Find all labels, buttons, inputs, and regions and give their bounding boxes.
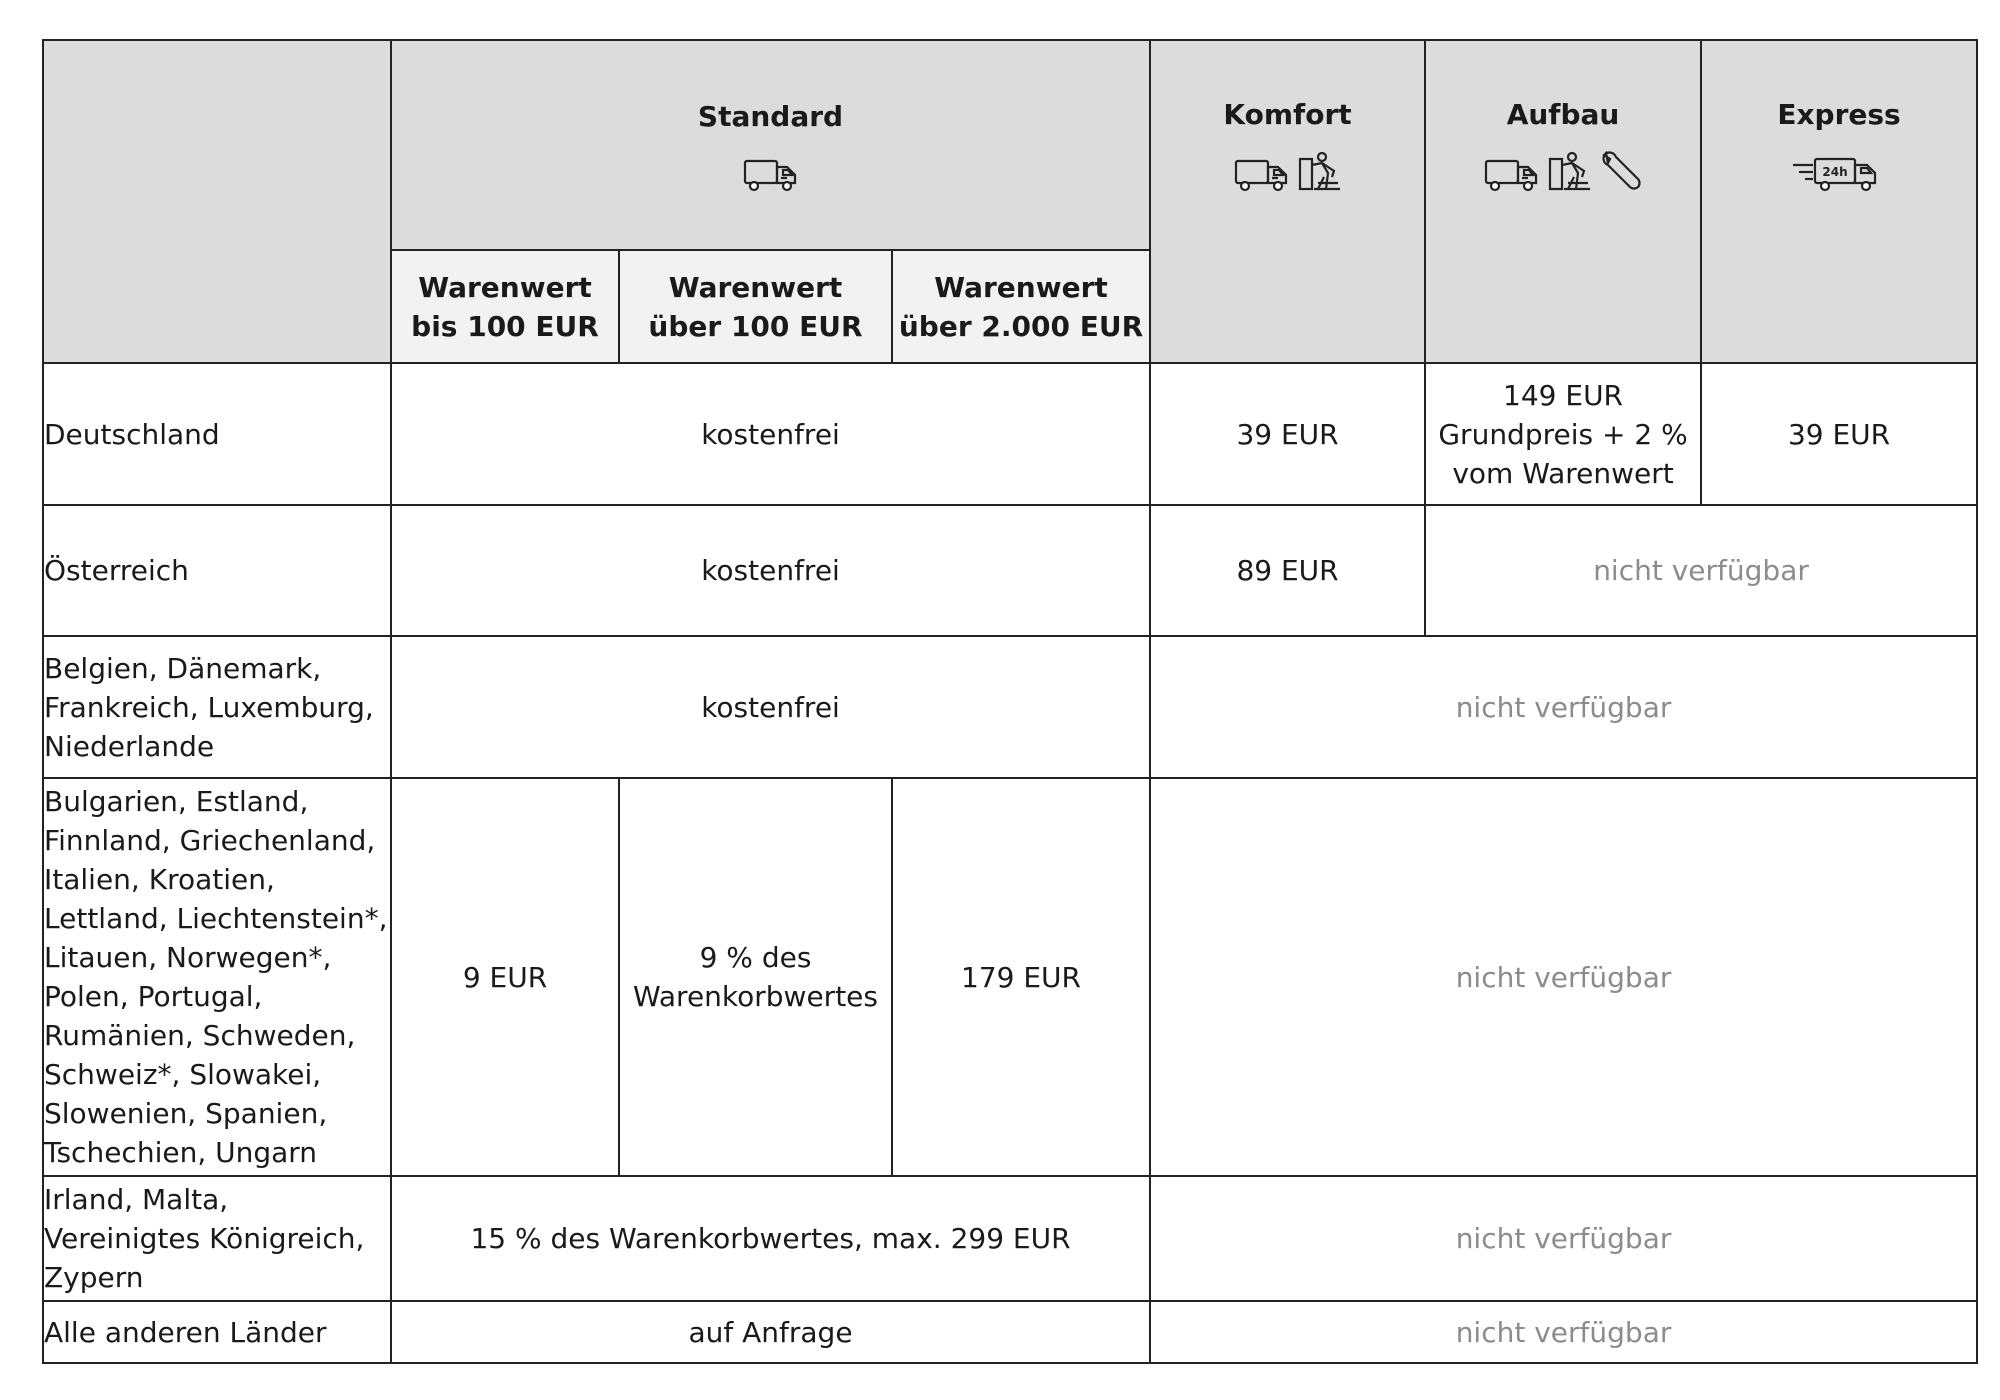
table-row-eu-group [43,778,1977,1176]
header-corner-cell [43,40,391,363]
country-line: Slowenien, Spanien, [44,1097,328,1130]
aufbau-line: Grundpreis + 2 % [1438,417,1688,451]
header-aufbau [1425,40,1701,363]
standard-cost-cell: kostenfrei [391,505,1150,636]
header-standard [391,40,1150,250]
table-row-deutschland [43,363,1977,505]
cost-line: Warenkorbwertes [633,980,878,1013]
table-row-benelux [43,636,1977,778]
ueber-100-cost-cell [619,778,892,1176]
standard-cost-cell: 15 % des Warenkorbwertes, max. 299 EUR [391,1176,1150,1301]
express-24h-truck-icon [1791,155,1887,193]
table-row-other-countries [43,1301,1977,1363]
country-line: Bulgarien, Estland, [44,785,309,818]
aufbau-cost-cell [1425,363,1701,505]
komfort-cost-cell: 39 EUR [1150,363,1425,505]
svg-text:24h: 24h [1822,165,1848,179]
subheader-line: Warenwert [418,270,592,304]
subheader-line: über 2.000 EUR [898,309,1144,343]
header-express-title: Express [1777,98,1901,131]
subheader-ueber-100 [619,250,892,363]
country-line: Italien, Kroatien, [44,863,275,896]
country-line: Polen, Portugal, [44,980,263,1013]
country-line: Schweiz*, Slowakei, [44,1058,322,1091]
country-cell [43,778,391,1176]
table-row-oesterreich [43,505,1977,636]
header-express [1701,40,1977,363]
komfort-cost-cell: 89 EUR [1150,505,1425,636]
unavailable-cell: nicht verfügbar [1150,1301,1977,1363]
subheader-ueber-2000 [892,250,1150,363]
subheader-line: über 100 EUR [648,309,863,343]
country-line: Vereinigtes Königreich, [44,1222,365,1255]
unavailable-cell: nicht verfügbar [1150,636,1977,778]
truck-icon [1234,157,1290,193]
standard-cost-cell: kostenfrei [391,636,1150,778]
subheader-line: bis 100 EUR [411,309,599,343]
table-row-irland-group [43,1176,1977,1301]
carrier-person-icon [1548,151,1592,193]
standard-cost-cell: auf Anfrage [391,1301,1150,1363]
truck-icon [1484,157,1540,193]
shipping-cost-table [42,39,1978,1364]
unavailable-cell: nicht verfügbar [1150,778,1977,1176]
wrench-icon [1600,149,1642,191]
subheader-line: Warenwert [934,270,1108,304]
unavailable-cell: nicht verfügbar [1150,1176,1977,1301]
carrier-person-icon [1298,151,1342,193]
country-line: Litauen, Norwegen*, [44,941,332,974]
header-komfort [1150,40,1425,363]
subheader-line: Warenwert [668,270,843,304]
header-row [43,40,1977,250]
country-line: Tschechien, Ungarn [44,1136,318,1169]
country-line: Rumänien, Schweden, [44,1019,356,1052]
aufbau-line: vom Warenwert [1452,456,1674,490]
country-cell: Deutschland [43,363,391,505]
country-cell [43,1176,391,1301]
country-line: Zypern [44,1261,144,1294]
country-line: Niederlande [44,729,215,763]
standard-cost-cell: kostenfrei [391,363,1150,505]
subheader-bis-100 [391,250,619,363]
country-line: Irland, Malta, [44,1183,229,1216]
cost-line: 9 % des [699,941,812,974]
country-line: Frankreich, Luxemburg, [44,690,374,724]
country-cell: Österreich [43,505,391,636]
header-standard-title: Standard [697,100,844,133]
header-aufbau-title: Aufbau [1506,98,1620,131]
bis-100-cost-cell: 9 EUR [391,778,619,1176]
header-komfort-title: Komfort [1223,98,1352,131]
unavailable-cell: nicht verfügbar [1425,505,1977,636]
truck-icon [743,157,799,193]
aufbau-line: 149 EUR [1503,378,1624,412]
country-line: Belgien, Dänemark, [44,651,322,685]
country-line: Finnland, Griechenland, [44,824,376,857]
country-line: Lettland, Liechtenstein*, [44,902,388,935]
express-cost-cell: 39 EUR [1701,363,1977,505]
ueber-2000-cost-cell: 179 EUR [892,778,1150,1176]
country-cell: Alle anderen Länder [43,1301,391,1363]
country-cell [43,636,391,778]
